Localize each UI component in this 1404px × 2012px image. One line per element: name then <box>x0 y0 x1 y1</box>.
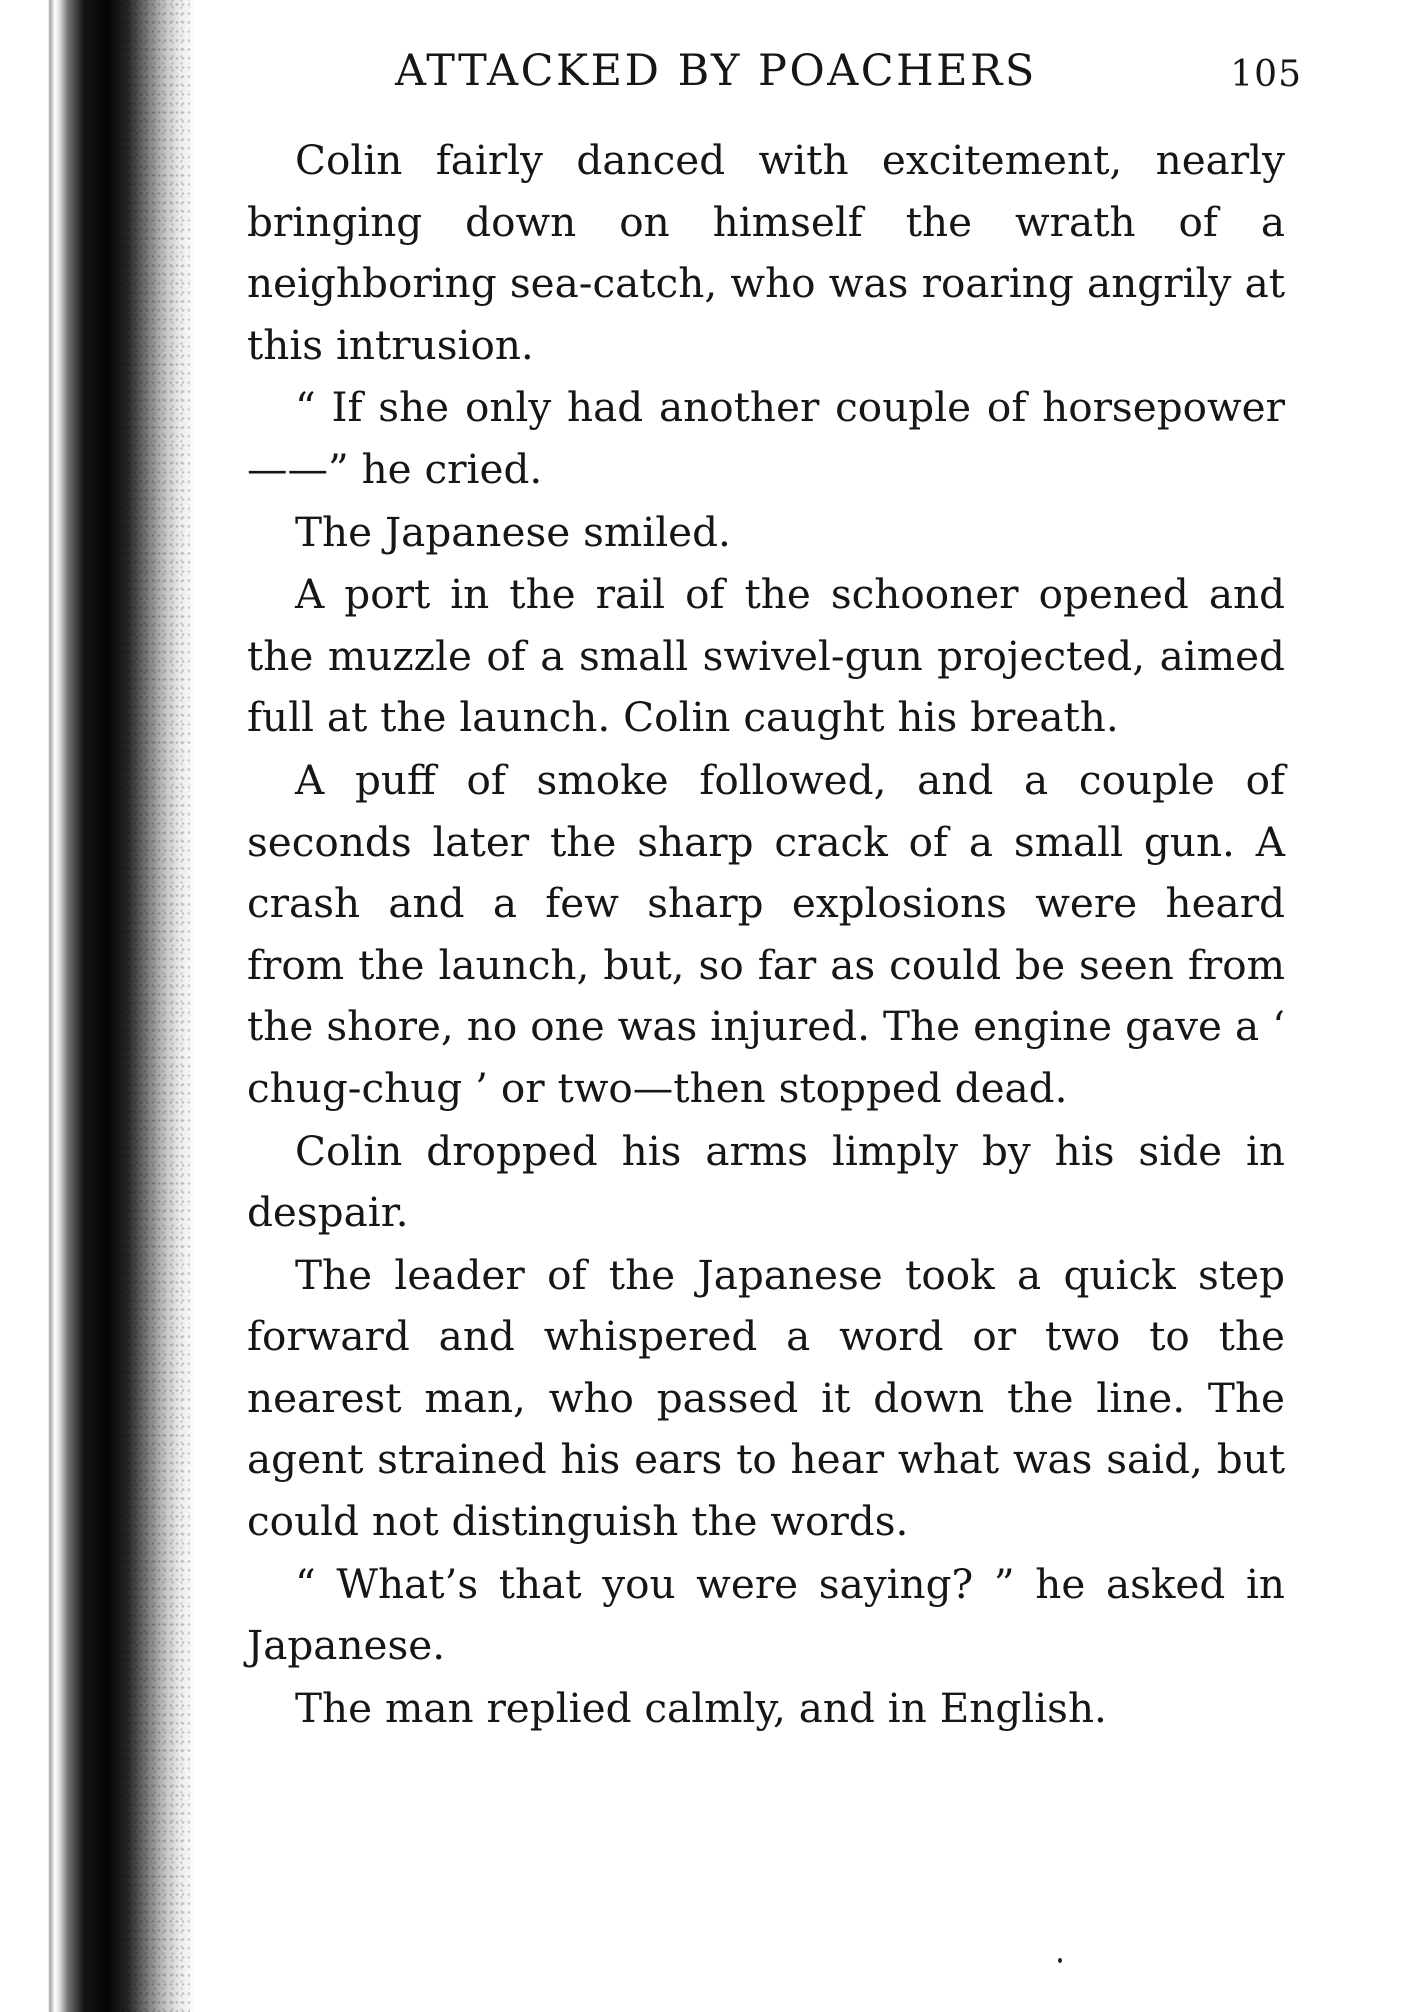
running-title: ATTACKED BY POACHERS <box>395 46 1037 96</box>
paragraph: The man replied calmly, and in English. <box>295 1683 1107 1732</box>
paragraph: Colin fairly danced with excitement, nearly bringing down on himself the wrath of a neighboring sea-catch, who was roaring angrily at this intrusion. <box>247 136 1285 369</box>
paragraph: “ What’s that you were saying? ” he asked in Japanese. <box>247 1559 1285 1670</box>
paragraph: A puff of smoke followed, and a couple of seconds later the sharp crack of a small gun. A crash and a few sharp explosions were heard from the launch, but, so far as could be seen from the shore, no one was injured. The engine gave a ‘ chug-chug ’ or two—then stopped dead. <box>247 755 1285 1112</box>
body-text <box>247 130 1285 1739</box>
running-head <box>395 42 1320 112</box>
paragraph: A port in the rail of the schooner opened and the muzzle of a small swivel-gun projected, aimed full at the launch. Colin caught his breath. <box>247 570 1285 742</box>
paragraph: The Japanese smiled. <box>295 507 731 556</box>
paragraph: Colin dropped his arms limply by his side in despair. <box>247 1126 1285 1237</box>
scan-dust-mark <box>1058 1958 1062 1963</box>
paragraph: The leader of the Japanese took a quick step forward and whispered a word or two to the nearest man, who passed it down the line. The agent strained his ears to hear what was said, but could not distinguish the words. <box>247 1250 1285 1546</box>
paragraph: “ If she only had another couple of horsepower——” he cried. <box>247 383 1285 493</box>
scan-speckle <box>120 0 190 2012</box>
page-number: 105 <box>1230 54 1302 95</box>
